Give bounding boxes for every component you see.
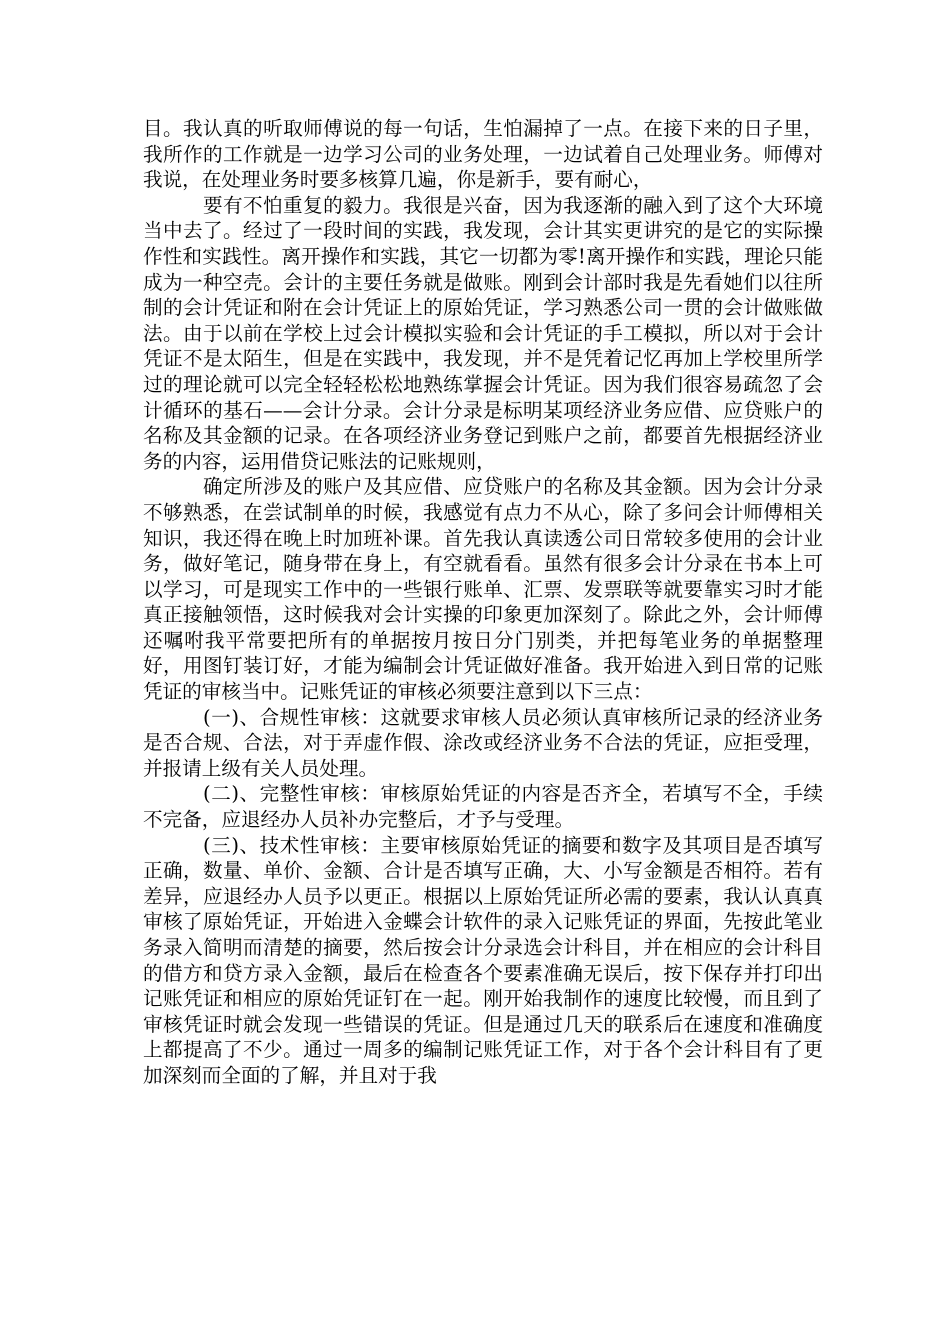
document-body [143,116,823,1089]
paragraph-5: (二)、完整性审核：审核原始凭证的内容是否齐全，若填写不全，手续不完备，应退经办人员补办完整后，才予与受理。 [143,782,823,832]
paragraph-6: (三)、技术性审核：主要审核原始凭证的摘要和数字及其项目是否填写正确，数量、单价、金额、合计是否填写正确，大、小写金额是否相符。若有差异，应退经办人员予以更正。根据以上原始凭证所必需的要素，我认认真真审核了原始凭证，开始进入金蝶会计软件的录入记账凭证的界面，先按此笔业务录入简明而清楚的摘要，然后按会计分录选会计科目，并在相应的会计科目的借方和贷方录入金额，最后在检查各个要素准确无误后，按下保存并打印出记账凭证和相应的原始凭证钉在一起。刚开始我制作的速度比较慢，而且到了审核凭证时就会发现一些错误的凭证。但是通过几天的联系后在速度和准确度上都提高了不少。通过一周多的编制记账凭证工作，对于各个会计科目有了更加深刻而全面的了解，并且对于我 [143,833,823,1087]
paragraph-4: (一)、合规性审核：这就要求审核人员必须认真审核所记录的经济业务是否合规、合法，对于弄虚作假、涂改或经济业务不合法的凭证，应拒受理，并报请上级有关人员处理。 [143,705,823,780]
paragraph-3: 确定所涉及的账户及其应借、应贷账户的名称及其金额。因为会计分录不够熟悉，在尝试制单的时候，我感觉有点力不从心，除了多问会计师傅相关知识，我还得在晚上时加班补课。首先我认真读透公司日常较多使用的会计业务，做好笔记，随身带在身上，有空就看看。虽然有很多会计分录在书本上可以学习，可是现实工作中的一些银行账单、汇票、发票联等就要靠实习时才能真正接触领悟，这时候我对会计实操的印象更加深刻了。除此之外，会计师傅还嘱咐我平常要把所有的单据按月按日分门别类，并把每笔业务的单据整理好，用图钉装订好，才能为编制会计凭证做好准备。我开始进入到日常的记账凭证的审核当中。记账凭证的审核必须要注意到以下三点： [143,475,823,704]
paragraph-2: 要有不怕重复的毅力。我很是兴奋，因为我逐渐的融入到了这个大环境当中去了。经过了一段时间的实践，我发现，会计其实更讲究的是它的实际操作性和实践性。离开操作和实践，其它一切都为零!离开操作和实践，理论只能成为一种空壳。会计的主要任务就是做账。刚到会计部时我是先看她们以往所制的会计凭证和附在会计凭证上的原始凭证，学习熟悉公司一贯的会计做账做法。由于以前在学校上过会计模拟实验和会计凭证的手工模拟，所以对于会计凭证不是太陌生，但是在实践中，我发现，并不是凭着记忆再加上学校里所学过的理论就可以完全轻轻松松地熟练掌握会计凭证。因为我们很容易疏忽了会计循环的基石——会计分录。会计分录是标明某项经济业务应借、应贷账户的名称及其金额的记录。在各项经济业务登记到账户之前，都要首先根据经济业务的内容，运用借贷记账法的记账规则， [143,193,823,473]
paragraph-1: 目。我认真的听取师傅说的每一句话，生怕漏掉了一点。在接下来的日子里，我所作的工作就是一边学习公司的业务处理，一边试着自己处理业务。师傅对我说，在处理业务时要多核算几遍，你是新手，要有耐心， [143,117,823,192]
